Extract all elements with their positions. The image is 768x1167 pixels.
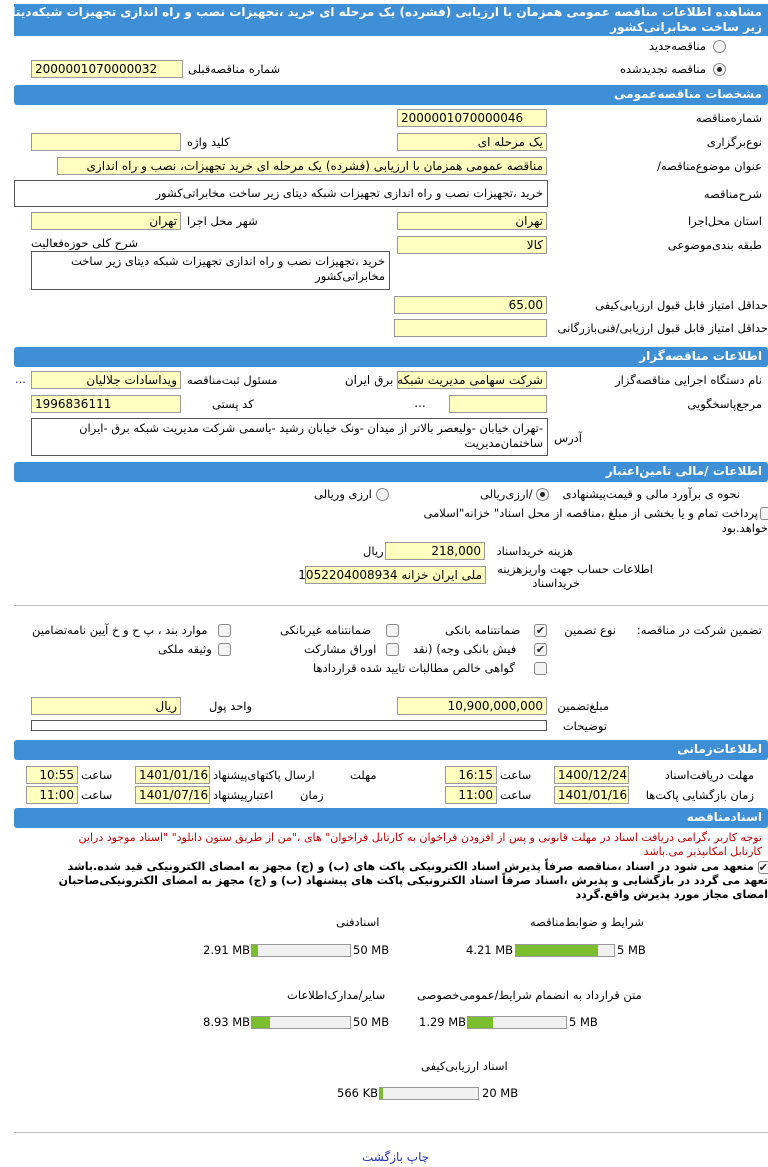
treasury-bonds-checkbox[interactable] <box>760 507 768 520</box>
commitment-line3: امضای مجاز مورد پذیرش واقع.گردد <box>575 888 768 901</box>
doc-name: متن قرارداد به انضمام شرایط/عمومی‌خصوصی <box>417 988 642 1002</box>
estimate-method-label: نحوه ی برآورد مالی و قیمت‌پیشنهادی <box>562 487 740 501</box>
min-tech-score-label: حداقل امتیاز قابل قبول ارزیابی/فنی‌بازرگانی <box>557 321 768 335</box>
doc-size: 566 KB <box>337 1086 379 1100</box>
send-time-label: ساعت <box>81 768 113 782</box>
registrar-field[interactable]: ویداسادات جلالیان <box>31 371 181 389</box>
bonds-label: اوراق مشارکت <box>304 642 377 656</box>
finance-section-header: اطلاعات /مالی تامین‌اعتبار <box>14 462 768 482</box>
print-back-link[interactable]: چاپ بازگشت <box>362 1150 430 1164</box>
document-fee-label: هزینه خریداسناد <box>496 544 573 558</box>
category-label: طبقه بندی‌موضوعی <box>667 238 762 252</box>
tender-subject-label: عنوان موضوع‌مناقصه/ <box>657 159 762 173</box>
postal-code-label: کد پستی <box>212 397 254 411</box>
tender-type-label: نوع‌برگزاری <box>706 135 762 149</box>
nonbank-guarantee-label: ضمانتنامه غیربانکی <box>280 623 372 637</box>
doc-name: شرایط و ضوابط‌مناقصه <box>530 915 644 929</box>
document-fee-field[interactable]: 218,000 <box>385 542 485 560</box>
open-time-label-main: زمان بازگشایی پاکت‌ها <box>645 788 754 802</box>
open-date-field[interactable]: 1401/01/16 <box>554 786 629 804</box>
tender-description-label: شرح‌مناقصه <box>703 187 762 201</box>
guarantee-amount-field[interactable]: 10,900,000,000 <box>397 697 547 715</box>
province-field[interactable]: تهران <box>397 212 547 230</box>
doc-size-bar-fill <box>252 1017 270 1028</box>
guarantee-type-label: نوع تضمین <box>564 623 616 637</box>
account-info-label-1: اطلاعات حساب جهت واریزهزینه <box>497 562 653 576</box>
doc-max: 5 MB <box>617 943 646 957</box>
property-checkbox[interactable] <box>218 643 231 656</box>
guarantee-amount-label: مبلغ‌تضمین <box>557 699 609 713</box>
bank-check-label: فیش بانکی وجه) (نقد <box>413 642 517 656</box>
doc-name: اسناد ارزیابی‌کیفی <box>421 1059 508 1073</box>
response-ref-label: مرجع‌پاسخگویی <box>687 397 762 411</box>
doc-max: 20 MB <box>482 1086 519 1100</box>
property-label: وثیقه ملکی <box>158 642 212 656</box>
bank-guarantee-label: ضمانتنامه بانکی <box>445 623 521 637</box>
page-title-line2: زیر ساخت مخابراتی‌کشور <box>610 20 762 34</box>
doc-max: 5 MB <box>569 1015 598 1029</box>
send-deadline-label-2: ارسال پاکتهای‌پیشنهاد <box>213 768 315 782</box>
currency-rial-radio[interactable] <box>376 488 389 501</box>
rial-estimate-radio[interactable] <box>536 488 549 501</box>
organization-field[interactable]: شرکت سهامی مدیریت شبکه برق ایران <box>397 371 547 389</box>
response-ref-field[interactable] <box>449 395 547 413</box>
commitment-line1: متعهد می شود در اسناد ،مناقصه صرفاً پذیرش اسناد الکترونیکی پاکت های (ب) و (ج) مجهز به امضای الکترونیکی قید شده.باشد <box>67 860 754 873</box>
document-fee-unit: ریال <box>363 544 384 558</box>
guarantee-label: تضمین شرکت در مناقصه: <box>636 623 762 637</box>
new-tender-label: مناقصه‌جدید <box>648 39 706 53</box>
page-title <box>0 4 768 36</box>
renewed-tender-label: مناقصه تجدیدشده <box>619 62 706 76</box>
documents-note-line2: کارتابل امکانپذیر می.باشد <box>643 845 762 858</box>
doc-size-bar-fill <box>380 1088 383 1099</box>
doc-size-bar <box>467 1016 567 1029</box>
doc-max: 50 MB <box>353 943 390 957</box>
address-field: -تهران خیابان -ولیعصر بالاتر از میدان -ونک خیابان رشید -یاسمی شرکت مدیریت شبکه برق -ایران ساختمان‌مدیریت <box>31 418 548 456</box>
activity-label: شرح کلی حوزه‌فعالیت <box>31 236 139 250</box>
doc-size: 1.29 MB <box>419 1015 467 1029</box>
receive-deadline-label: مهلت دریافت‌اسناد <box>664 768 754 782</box>
divider <box>14 605 768 606</box>
tender-number-field[interactable]: 2000001070000046 <box>397 109 547 127</box>
doc-size: 4.21 MB <box>466 943 514 957</box>
send-date-field[interactable]: 1401/01/16 <box>135 766 210 784</box>
registrar-label: مسئول ثبت‌مناقصه <box>187 373 278 387</box>
keyword-label: کلید واژه <box>187 135 230 149</box>
min-tech-score-field[interactable] <box>394 319 547 337</box>
keyword-field[interactable] <box>31 133 181 151</box>
doc-size-bar <box>251 944 351 957</box>
city-label: شهر محل اجرا <box>187 214 258 228</box>
doc-size-bar-fill <box>516 945 598 956</box>
tender-type-field[interactable]: یک مرحله ای <box>397 133 547 151</box>
bank-guarantee-checkbox[interactable]: ✔ <box>535 624 546 637</box>
receive-date-field[interactable]: 1400/12/24 <box>554 766 629 784</box>
nonbank-guarantee-checkbox[interactable] <box>386 624 399 637</box>
doc-size: 2.91 MB <box>203 943 251 957</box>
doc-size-bar-fill <box>252 945 258 956</box>
notes-field[interactable] <box>31 720 547 731</box>
doc-size-bar <box>251 1016 351 1029</box>
address-label: آدرس <box>554 431 582 445</box>
activity-field: خرید ،تجهیزات نصب و راه اندازی تجهیزات شبکه دیتای زیر ساخت مخابراتی‌کشور <box>31 251 390 290</box>
city-field[interactable]: تهران <box>31 212 181 230</box>
registrar-more-link[interactable]: ... <box>15 372 26 386</box>
tender-description-field: خرید ،تجهیزات نصب و راه اندازی تجهیزات شبکه دیتای زیر ساخت مخابراتی‌کشور <box>14 180 548 207</box>
doc-size-bar-fill <box>468 1017 493 1028</box>
currency-unit-label: واحد پول <box>209 699 253 713</box>
validity-time-label: ساعت <box>81 788 113 802</box>
account-info-field[interactable]: ملی ایران خزانه 1052204008934 <box>305 566 486 584</box>
min-quality-score-label: حداقل امتیاز قابل قبول ارزیابی‌کیفی <box>595 298 768 312</box>
new-tender-radio[interactable] <box>713 40 726 53</box>
organization-label: نام دستگاه اجرایی مناقصه‌گزار <box>615 373 762 387</box>
documents-section-header: اسنادمناقصه <box>14 808 768 828</box>
rial-estimate-label: /ارزی‌ریالی <box>480 487 533 501</box>
regulation-checkbox[interactable] <box>218 624 231 637</box>
treasury-bonds-text-1: پرداخت تمام و یا بخشی از مبلغ ،مناقصه از محل اسناد" خزانه"اسلامی <box>423 506 758 520</box>
renewed-tender-radio[interactable] <box>713 63 726 76</box>
doc-size: 8.93 MB <box>203 1015 251 1029</box>
bonds-checkbox[interactable] <box>386 643 399 656</box>
doc-name: اسنادفنی <box>336 915 380 929</box>
receive-time-field[interactable]: 16:15 <box>445 766 497 784</box>
response-ref-field-2[interactable]: ... <box>394 395 446 413</box>
send-deadline-label-1: مهلت <box>350 768 377 782</box>
open-time-field[interactable]: 11:00 <box>445 786 497 804</box>
prev-tender-number-label: شماره مناقصه‌قبلی <box>188 62 281 76</box>
postal-code-field[interactable]: 1996836111 <box>31 395 181 413</box>
tender-subject-field[interactable]: مناقصه عمومی همزمان با ارزیابی (فشرده) یک مرحله ای خرید تجهیزات، نصب و راه اندازی <box>57 157 547 175</box>
category-field[interactable]: کالا <box>397 236 547 254</box>
min-quality-score-field[interactable]: 65.00 <box>394 296 547 314</box>
timing-section-header: اطلاعات‌زمانی <box>14 740 768 760</box>
doc-size-bar <box>515 944 615 957</box>
receive-time-label: ساعت <box>500 768 532 782</box>
doc-max: 50 MB <box>353 1015 390 1029</box>
certificate-checkbox[interactable] <box>534 662 547 675</box>
tender-number-label: شماره‌مناقصه <box>695 111 762 125</box>
currency-unit-field[interactable]: ریال <box>31 697 181 715</box>
validity-label-2: اعتبارپیشنهاد <box>213 788 274 802</box>
prev-tender-number-field[interactable]: 2000001070000032 <box>31 60 183 78</box>
footer-divider <box>14 1132 768 1133</box>
account-info-label-2: خریداسناد <box>532 576 580 590</box>
notes-label: توضیحات <box>562 719 607 733</box>
organizer-section-header: اطلاعات مناقصه‌گزار <box>14 347 768 367</box>
certificate-label: گواهی خالص مطالبات تایید شده قراردادها <box>313 661 515 675</box>
doc-name: سایر/مدارک‌اطلاعات <box>287 988 386 1002</box>
validity-label-1: زمان <box>300 788 324 802</box>
page-title-line1: مشاهده اطلاعات مناقصه عمومی همزمان با ارزیابی (فشرده) یک مرحله ای خرید ،تجهیزات نصب و راه اندازی تجهیزات شبکه‌دیتای <box>0 5 762 19</box>
validity-date-field[interactable]: 1401/07/16 <box>135 786 210 804</box>
doc-size-bar <box>379 1087 479 1100</box>
bank-check-checkbox[interactable]: ✔ <box>535 643 546 656</box>
general-section-header: مشخصات مناقصه‌عمومی <box>14 85 768 105</box>
currency-rial-label: ارزی وریالی <box>314 487 372 501</box>
treasury-bonds-text-2: خواهد.بود <box>721 521 768 535</box>
validity-time-field[interactable]: 11:00 <box>26 786 78 804</box>
open-time-label: ساعت <box>500 788 532 802</box>
send-time-field[interactable]: 10:55 <box>26 766 78 784</box>
regulation-label: موارد بند ، پ ح و خ آیین نامه‌تضامین <box>32 623 208 637</box>
documents-note-line1: توجه کاربر ،گرامی دریافت اسناد در مهلت قانونی و پس از افزودن فراخوان به کارتابل فراخوان" های ،"من از طریق ستون دانلود" "اسناد موجود دراین <box>78 831 762 844</box>
province-label: استان محل‌اجرا <box>687 214 762 228</box>
commitment-checkbox[interactable]: ✔ <box>758 861 768 874</box>
commitment-line2: تعهد می گردد در بازگشایی و پذیرش ،اسناد صرفاً اسناد الکترونیکی پاکت های پیشنهاد (ب) و (ج) مجهز به امضای الکترونیکی‌صاحبان <box>58 874 768 887</box>
